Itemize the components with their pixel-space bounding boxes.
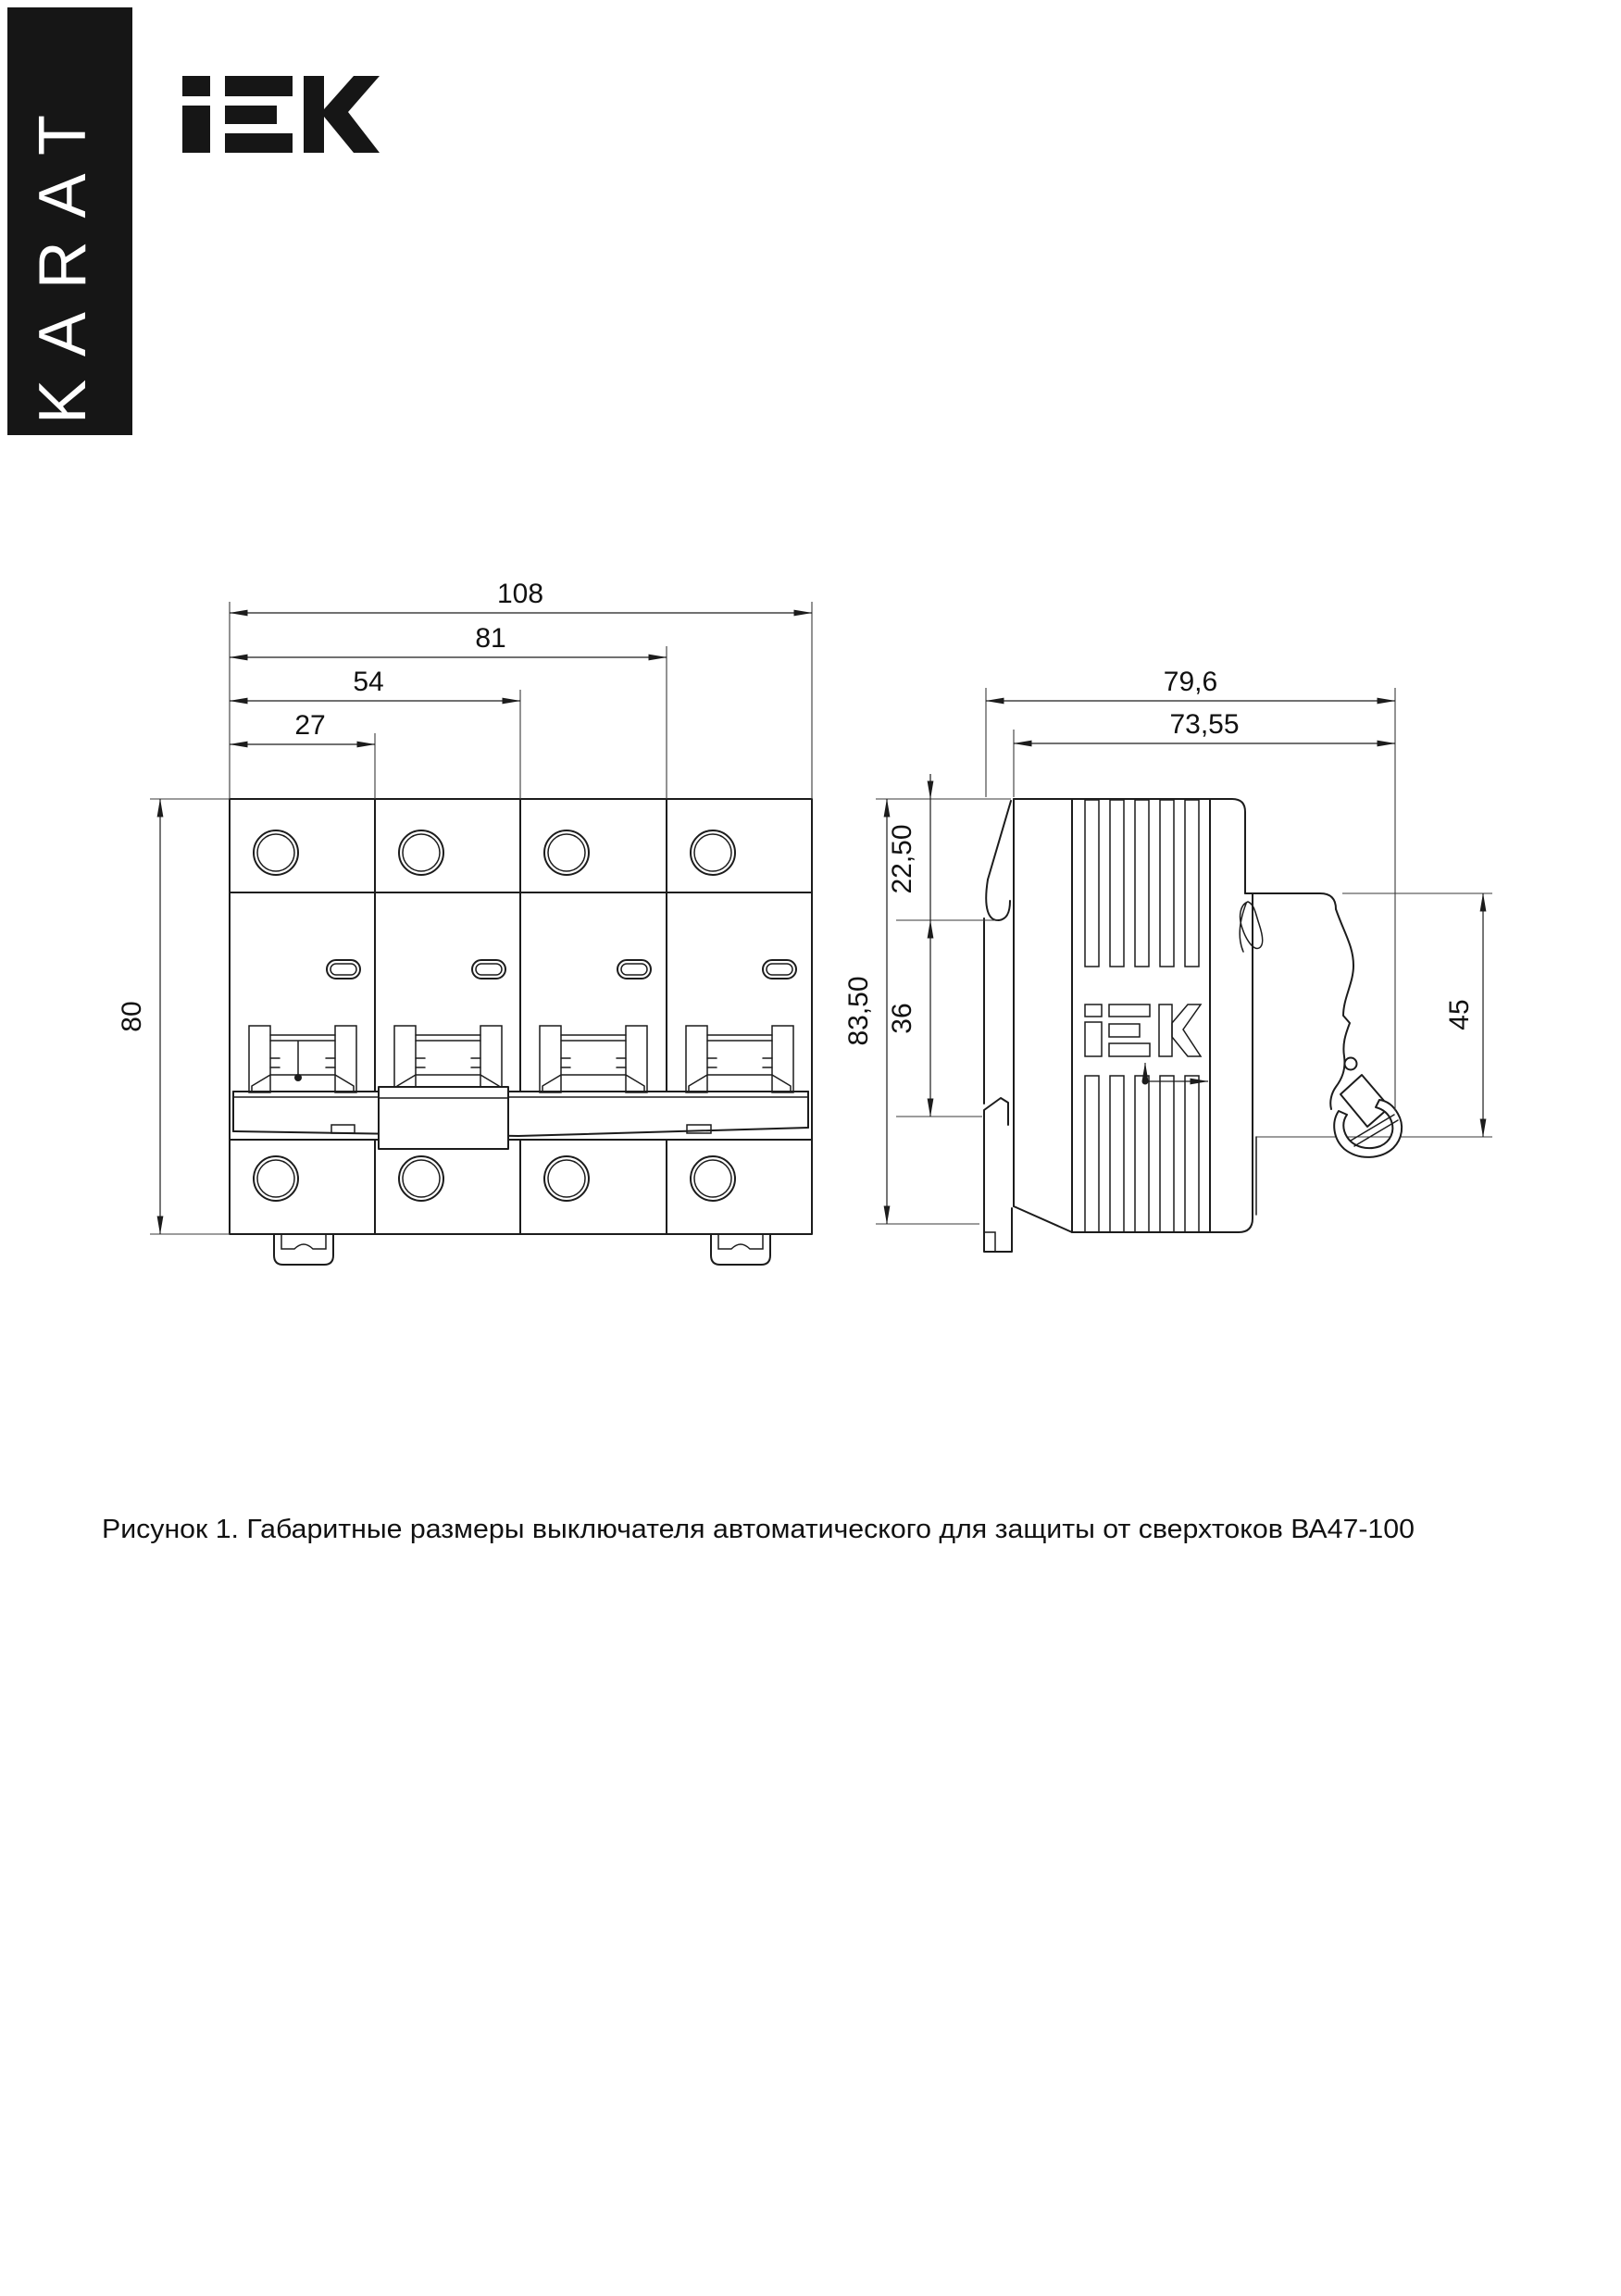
iek-logo-e-top	[225, 76, 293, 96]
latch-pivot	[1345, 1058, 1357, 1070]
din-guide-hook	[984, 1098, 1008, 1125]
rear-contour	[1330, 909, 1353, 1109]
top-terminal-screws	[254, 830, 735, 875]
side-view	[843, 667, 1492, 1252]
side-foot	[984, 1204, 1012, 1252]
indicator-windows	[327, 960, 796, 979]
dim-mid-36: 36	[887, 1003, 917, 1034]
dim-width-27: 27	[294, 710, 326, 741]
mounting-feet	[274, 1234, 770, 1265]
iek-logo-k-legs	[324, 76, 380, 153]
iek-logo-e-bottom	[225, 133, 293, 153]
iek-logo	[182, 76, 380, 153]
rib-marker-arrows	[1142, 1063, 1209, 1085]
tie-bar-center-plate	[379, 1087, 508, 1149]
dim-depth-body: 73,55	[1169, 709, 1240, 740]
iek-logo-k-stem	[304, 76, 324, 153]
iek-embossed-logo	[1085, 1004, 1201, 1056]
figure-caption: Рисунок 1. Габаритные размеры выключателя автоматического для защиты от сверхтоков ВА47-100	[102, 1515, 1415, 1544]
iek-logo-e-mid	[225, 106, 277, 124]
dim-height-80: 80	[117, 1001, 147, 1032]
dim-depth-total: 79,6	[1163, 667, 1218, 697]
din-latch	[1334, 1058, 1402, 1157]
sidebar-brand-text: KARAT	[26, 109, 100, 424]
module-dividers	[375, 799, 667, 1234]
iek-logo-i-dot	[182, 76, 210, 96]
pin-dot	[294, 1074, 302, 1081]
dim-din-45: 45	[1444, 999, 1475, 1030]
dim-width-total: 108	[496, 579, 544, 609]
iek-logo-i-body	[182, 106, 210, 153]
bottom-terminal-screws	[254, 1156, 735, 1201]
sidebar-band	[7, 7, 132, 435]
karat-sidebar	[7, 7, 132, 435]
dim-height-8350: 83,50	[843, 976, 874, 1046]
dim-recess-2250: 22,50	[887, 824, 917, 894]
dim-width-81: 81	[475, 623, 506, 654]
dim-width-54: 54	[353, 667, 384, 697]
front-view	[117, 579, 812, 1265]
